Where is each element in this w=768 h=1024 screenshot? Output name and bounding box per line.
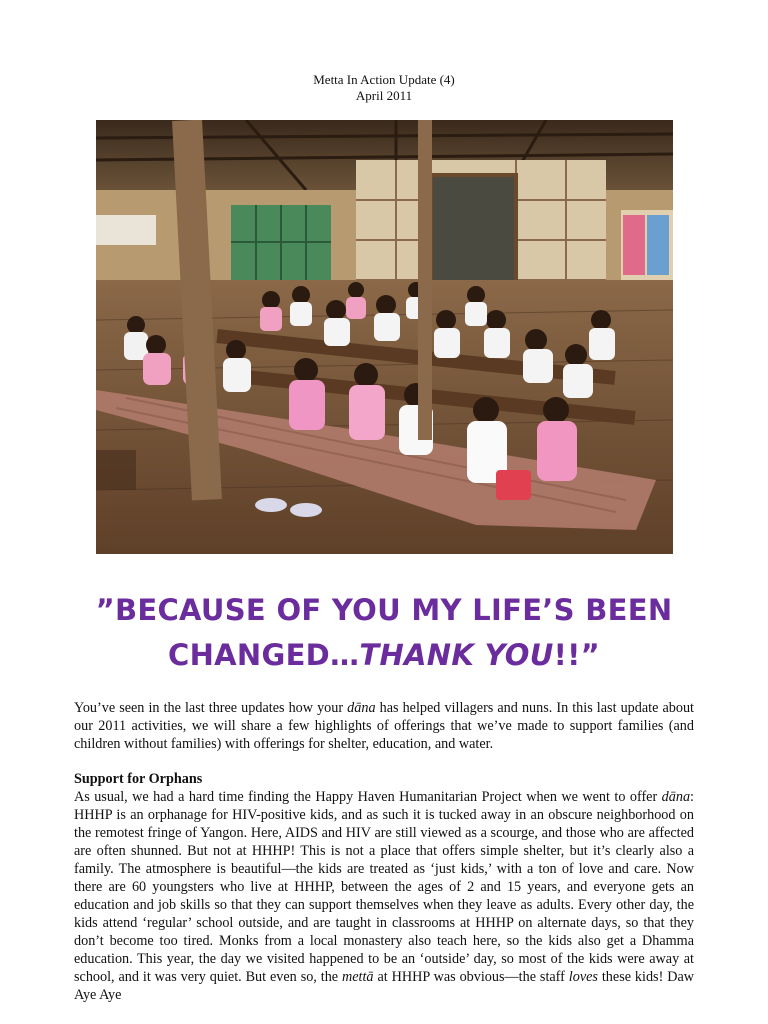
headline-exclamation: !!” [553,638,600,672]
orphans-text-3: at HHHP was obvious—the staff [373,969,569,985]
orphans-text-1: As usual, we had a hard time finding the Happy Haven Humanitarian Project when we went to offer [74,789,662,805]
headline-line-1: ”BECAUSE OF YOU MY LIFE’S BEEN [95,593,673,627]
newsletter-title: Metta In Action Update (4) [313,72,455,87]
orphans-metta: mettā [342,969,374,985]
headline-thank-you: THANK YOU [359,638,554,672]
newsletter-date: April 2011 [355,88,413,103]
classroom-photo [96,120,673,554]
section-heading-orphans: Support for Orphans [74,771,203,787]
headline-changed: CHANGED… [168,638,360,672]
intro-text-1: You’ve seen in the last three updates how your [74,700,348,716]
intro-paragraph [74,699,694,753]
orphans-text-4: these kids! Daw Aye Aye [74,969,694,1003]
orphans-dana: dāna [661,789,691,805]
orphans-paragraph [74,788,694,1004]
headline-quote [40,588,728,678]
headline-line-2 [40,633,728,678]
intro-text-2: has helped villagers and nuns. In this last update about our 2011 activities, we will share a few highlights of offerings that we’ve made to support families (and children without families) with offerings for shelter, education, and water. [74,700,694,752]
orphans-loves: loves [568,969,598,985]
orphans-text-2: : HHHP is an orphanage for HIV-positive kids, and as such it is tucked away in an obscure neighborhood on the remotest fringe of Yangon. Here, AIDS and HIV are still viewed as a scourge, and those who are affected are often shunned. But not at HHHP! This is not a place that offers simple shelter, but it’s clearly also a family. The atmosphere is beautiful—the kids are treated as ‘just kids,’ with a ton of love and care. Now there are 60 youngsters who live at HHHP, between the ages of 2 and 15 years, and everyone gets an education and job skills so that they can support themselves when they leave as adults. Every other day, the kids attend ‘regular’ school outside, and are taught in classrooms at HHHP on alternate days, so that they don’t become too tired. Monks from a local monastery also teach here, so the kids also get a Dhamma education. This year, the day we visited happened to be an ‘outside’ day, so most of the kids were away at school, and it was very quiet. But even so, the [74,789,694,985]
document-header [0,72,768,104]
intro-dana: dāna [347,700,376,716]
